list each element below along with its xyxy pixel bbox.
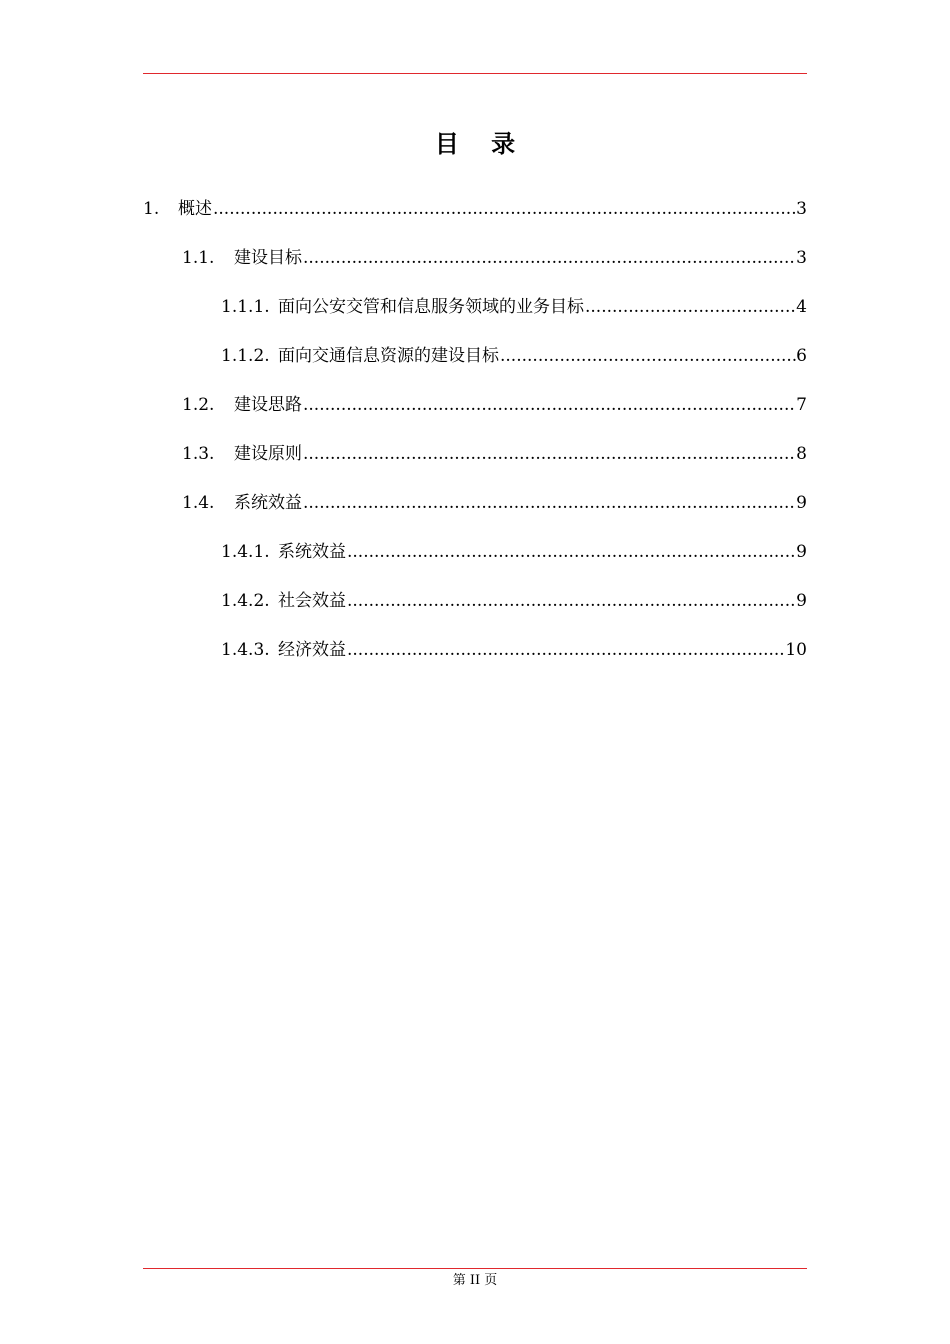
page-number: 第 II 页 [452,1273,498,1288]
toc-entry-number: 1.4.3. [221,640,270,660]
toc-entry-page: 9 [796,542,807,562]
toc-dot-leader [346,539,796,565]
footer-rule [143,1268,807,1269]
toc-dot-leader [212,196,796,222]
toc-entry-1-4-1[interactable] [221,539,807,565]
toc-entry-page: 3 [796,199,807,219]
toc-entry-title: 系统效益 [234,493,302,513]
toc-dot-leader [302,392,796,418]
toc-entry-1-4[interactable] [182,490,807,516]
toc-entry-page: 3 [796,248,807,268]
toc-entry-title: 经济效益 [278,640,346,660]
toc-entry-1[interactable] [143,196,807,222]
toc-entry-number: 1.4. [182,493,215,513]
toc-entry-number: 1.4.2. [221,591,270,611]
toc-entry-title: 社会效益 [278,591,346,611]
toc-dot-leader [302,490,796,516]
toc-entry-title: 面向公安交管和信息服务领域的业务目标 [278,297,584,317]
toc-entry-page: 7 [796,395,807,415]
toc-dot-leader [302,441,796,467]
toc-entry-number: 1.1.1. [221,297,270,317]
header-rule [143,73,807,74]
toc-entry-page: 10 [785,640,807,660]
toc-entry-title: 概述 [178,199,212,219]
toc-entry-1-1-1[interactable] [221,294,807,320]
toc-entry-1-4-2[interactable] [221,588,807,614]
toc-entry-1-1-2[interactable] [221,343,807,369]
toc-dot-leader [499,343,796,369]
toc-entry-number: 1.1.2. [221,346,270,366]
toc-entry-title: 建设目标 [234,248,302,268]
toc-entry-page: 6 [796,346,807,366]
toc-entry-number: 1.1. [182,248,215,268]
toc-entry-title: 建设原则 [234,444,302,464]
toc-entry-title: 建设思路 [234,395,302,415]
toc-entry-title: 面向交通信息资源的建设目标 [278,346,499,366]
toc-entry-1-4-3[interactable] [221,637,807,663]
toc-entry-1-1[interactable] [182,245,807,271]
toc-entry-1-3[interactable] [182,441,807,467]
toc-dot-leader [346,588,796,614]
toc-entry-1-2[interactable] [182,392,807,418]
toc-entry-number: 1. [143,199,160,219]
toc-entry-number: 1.4.1. [221,542,270,562]
toc-dot-leader [584,294,796,320]
toc-entry-page: 9 [796,493,807,513]
toc-entry-title: 系统效益 [278,542,346,562]
toc-title: 目 录 [434,129,528,158]
toc-entry-number: 1.2. [182,395,215,415]
toc-dot-leader [302,245,796,271]
toc-entry-number: 1.3. [182,444,215,464]
toc-entry-page: 8 [796,444,807,464]
toc-entry-page: 9 [796,591,807,611]
toc-dot-leader [346,637,785,663]
toc-entry-page: 4 [796,297,807,317]
